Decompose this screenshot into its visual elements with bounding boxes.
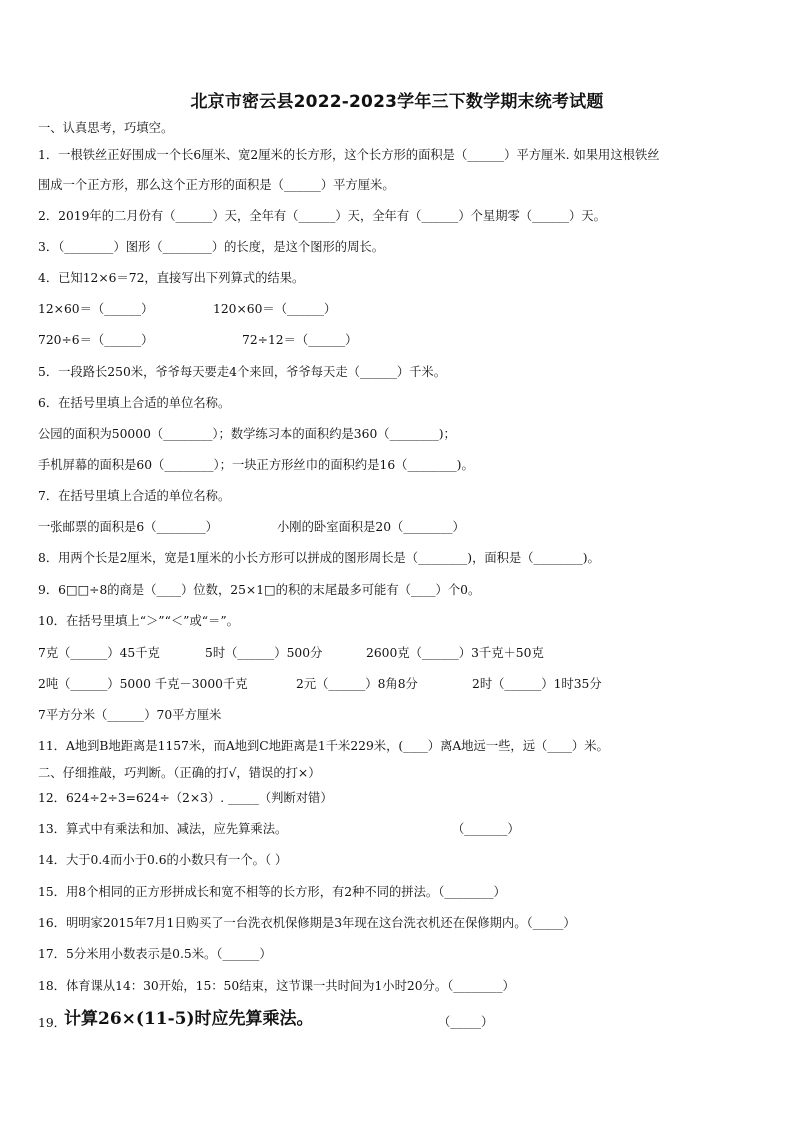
question-10-item: 2元（______）8角8分 xyxy=(296,677,418,691)
question-19-blank: （_____） xyxy=(438,1015,494,1029)
question-6-line-1: 公园的面积为50000（________）；数学练习本的面积约是360（________)； xyxy=(38,427,456,441)
question-19: 计算26×(11-5)时应先算乘法。 xyxy=(64,1009,314,1029)
question-10-item: 2600克（______）3千克＋50克 xyxy=(366,646,544,660)
question-7: 7．在括号里填上合适的单位名称。 xyxy=(38,489,231,503)
question-7-item: 小刚的卧室面积是20（________） xyxy=(277,520,465,534)
question-4-item: 720÷6＝（______） xyxy=(38,333,154,347)
question-18: 18．体育课从14：30开始，15：50结束，这节课一共时间为1小时20分。（________） xyxy=(38,979,515,993)
question-11: 11．A地到B地距离是1157米，而A地到C地距离是1千米229米，(____）离A地远一些，远（____）米。 xyxy=(38,739,609,753)
question-9: 9．6□□÷8的商是（____）位数，25×1□的积的末尾最多可能有（____）个0。 xyxy=(38,583,481,597)
section-heading-judge: 二、仔细推敲，巧判断。（正确的打√，错误的打×） xyxy=(38,766,321,780)
question-5: 5．一段路长250米，爷爷每天要走4个来回，爷爷每天走（______）千米。 xyxy=(38,365,447,379)
question-3: 3．（________）图形（________）的长度，是这个图形的周长。 xyxy=(38,240,384,254)
question-4-item: 12×60＝（______） xyxy=(38,302,154,316)
question-12: 12．624÷2÷3=624÷（2×3）. _____（判断对错） xyxy=(38,791,333,805)
question-10-item: 2时（______）1时35分 xyxy=(472,677,602,691)
question-10: 10．在括号里填上“＞”“＜”或“＝”。 xyxy=(38,614,239,628)
question-8: 8．用两个长是2厘米，宽是1厘米的小长方形可以拼成的图形周长是（________)，面积是（________)。 xyxy=(38,551,600,565)
question-2: 2．2019年的二月份有（______）天，全年有（______）天，全年有（______）个星期零（______）天。 xyxy=(38,209,606,223)
question-15: 15．用8个相同的正方形拼成长和宽不相等的长方形，有2种不同的拼法。（________） xyxy=(38,885,506,899)
question-4: 4．已知12×6＝72，直接写出下列算式的结果。 xyxy=(38,271,305,285)
question-13-blank: （_______） xyxy=(452,822,520,836)
question-6-line-2: 手机屏幕的面积是60（________）；一块正方形丝巾的面积约是16（________)。 xyxy=(38,458,474,472)
question-13: 13．算式中有乘法和加、减法，应先算乘法。 xyxy=(38,822,288,836)
page-title: 北京市密云县2022-2023学年三下数学期末统考试题 xyxy=(190,92,604,112)
question-1-line-1: 1．一根铁丝正好围成一个长6厘米、宽2厘米的长方形，这个长方形的面积是（______）平方厘米. 如果用这根铁丝 xyxy=(38,148,660,162)
question-16: 16．明明家2015年7月1日购买了一台洗衣机保修期是3年现在这台洗衣机还在保修期内。（_____） xyxy=(38,916,576,930)
question-10-item: 7平方分米（______）70平方厘米 xyxy=(38,708,222,722)
question-10-item: 5时（______）500分 xyxy=(205,646,323,660)
question-1-line-2: 围成一个正方形，那么这个正方形的面积是（______）平方厘米。 xyxy=(38,178,395,192)
question-4-item: 120×60＝（______） xyxy=(213,302,337,316)
question-7-item: 一张邮票的面积是6（________） xyxy=(38,520,218,534)
question-10-item: 2吨（______）5000 千克－3000千克 xyxy=(38,677,248,691)
question-10-item: 7克（______）45千克 xyxy=(38,646,160,660)
question-4-item: 72÷12＝（______） xyxy=(242,333,358,347)
question-17: 17．5分米用小数表示是0.5米。（______） xyxy=(38,947,272,961)
question-19-number: 19． xyxy=(38,1016,66,1030)
section-heading-fill-blank: 一、认真思考，巧填空。 xyxy=(38,121,174,135)
question-6: 6．在括号里填上合适的单位名称。 xyxy=(38,396,231,410)
question-14: 14．大于0.4而小于0.6的小数只有一个。（ ） xyxy=(38,853,288,867)
